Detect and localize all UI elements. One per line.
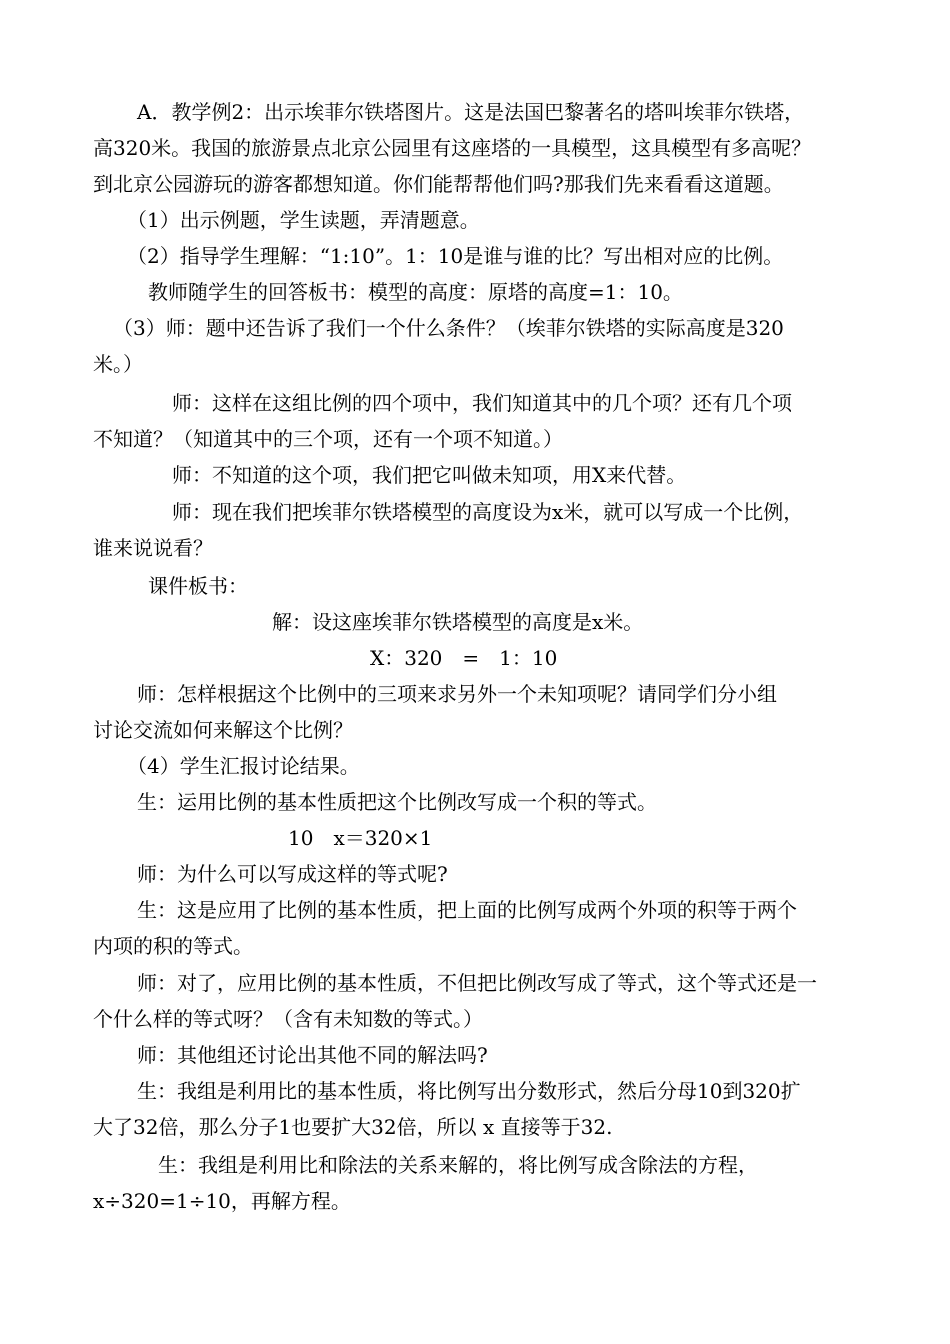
text-line: 师：对了，应用比例的基本性质，不但把比例改写成了等式，这个等式还是一	[137, 971, 817, 995]
text-line: （4）学生汇报讨论结果。	[127, 754, 360, 778]
text-line: 米。）	[93, 352, 143, 376]
text-line: 个什么样的等式呀？（含有未知数的等式。）	[93, 1007, 483, 1031]
text-line: 师：这样在这组比例的四个项中，我们知道其中的几个项？还有几个项	[172, 391, 792, 415]
text-line: 谁来说说看？	[93, 536, 213, 560]
text-line: 师：其他组还讨论出其他不同的解法吗?	[137, 1043, 488, 1067]
text-line: 师：现在我们把埃菲尔铁塔模型的高度设为x米，就可以写成一个比例，	[172, 500, 804, 524]
text-line: 生：我组是利用比和除法的关系来解的，将比例写成含除法的方程，	[158, 1153, 758, 1177]
text-line: 生：我组是利用比的基本性质，将比例写出分数形式，然后分母10到320扩	[137, 1079, 801, 1103]
text-line: 师：为什么可以写成这样的等式呢?	[137, 862, 448, 886]
text-line: A．教学例2：出示埃菲尔铁塔图片。这是法国巴黎著名的塔叫埃菲尔铁塔，	[137, 100, 805, 124]
text-line: 不知道？（知道其中的三个项，还有一个项不知道。）	[93, 427, 563, 451]
text-line: 师：不知道的这个项，我们把它叫做未知项，用X来代替。	[172, 463, 687, 487]
text-line: 高320米。我国的旅游景点北京公园里有这座塔的一具模型，这具模型有多高呢？	[93, 136, 812, 160]
text-line: 大了32倍，那么分子1也要扩大32倍，所以 x 直接等于32.	[93, 1115, 613, 1139]
text-line: 课件板书：	[148, 574, 248, 598]
text-line: 讨论交流如何来解这个比例？	[93, 718, 353, 742]
text-line: 师：怎样根据这个比例中的三项来求另外一个未知项呢？请同学们分小组	[137, 682, 777, 706]
text-line: x÷320=1÷10，再解方程。	[93, 1189, 351, 1213]
text-line: 教师随学生的回答板书：模型的高度：原塔的高度=1：10。	[148, 280, 683, 304]
text-line: X：320 = 1：10	[370, 646, 558, 670]
text-line: 10 x＝320×1	[288, 826, 433, 850]
text-line: 生：运用比例的基本性质把这个比例改写成一个积的等式。	[137, 790, 657, 814]
text-line: 解：设这座埃菲尔铁塔模型的高度是x米。	[272, 610, 644, 634]
text-line: （3）师：题中还告诉了我们一个什么条件？（埃菲尔铁塔的实际高度是320	[113, 316, 784, 340]
text-line: 到北京公园游玩的游客都想知道。你们能帮帮他们吗?那我们先来看看这道题。	[93, 172, 784, 196]
text-line: （2）指导学生理解：“1:10”。1：10是谁与谁的比？写出相对应的比例。	[127, 244, 784, 268]
text-line: （1）出示例题，学生读题，弄清题意。	[127, 208, 480, 232]
text-line: 生：这是应用了比例的基本性质，把上面的比例写成两个外项的积等于两个	[137, 898, 797, 922]
text-line: 内项的积的等式。	[93, 934, 253, 958]
